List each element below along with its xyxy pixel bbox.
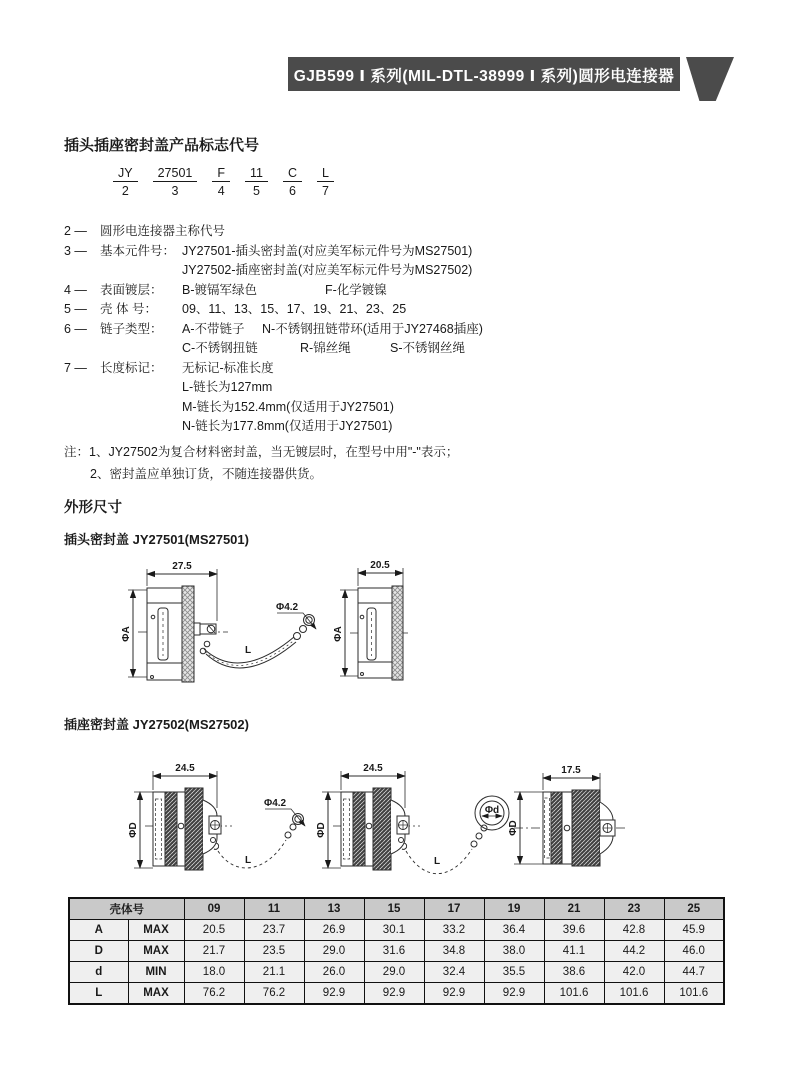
table-cell: 38.6 <box>544 962 604 983</box>
table-cell: 46.0 <box>664 941 724 962</box>
table-cell: 39.6 <box>544 920 604 941</box>
table-cell: 42.0 <box>604 962 664 983</box>
table-cell: 33.2 <box>424 920 484 941</box>
table-cell: 76.2 <box>184 983 244 1005</box>
table-cell: 76.2 <box>244 983 304 1005</box>
legend-label: 表面镀层： <box>100 282 163 297</box>
code-index: 6 <box>289 184 296 198</box>
table-cell: 23.5 <box>244 941 304 962</box>
code-part-shell <box>245 166 268 198</box>
table-row-A <box>69 920 724 941</box>
code-value: JY <box>113 166 138 182</box>
limit-cell: MIN <box>128 962 184 983</box>
dimension-table <box>68 897 725 1005</box>
table-cell: 26.9 <box>304 920 364 941</box>
code-part-basic <box>153 166 198 198</box>
table-cell: 21.7 <box>184 941 244 962</box>
legend-text: L-链长为127mm <box>182 380 273 394</box>
note-text: 2、密封盖应单独订货，不随连接器供货。 <box>90 467 322 481</box>
table-cell: 29.0 <box>364 962 424 983</box>
legend-text: JY27501-插头密封盖(对应美军标元件号为MS27501) <box>182 243 473 258</box>
table-cell: 31.6 <box>364 941 424 962</box>
legend-line-5 <box>64 299 406 317</box>
legend-text: N-链长为177.8mm(仅适用于JY27501) <box>182 419 393 433</box>
table-cell: 32.4 <box>424 962 484 983</box>
series-banner <box>288 57 748 103</box>
part-number-code <box>113 166 334 198</box>
header-cell: 23 <box>604 898 664 920</box>
table-cell: 92.9 <box>364 983 424 1005</box>
dia-label-a2: ΦA <box>333 626 344 642</box>
header-cell: 13 <box>304 898 364 920</box>
param-cell: A <box>69 920 128 941</box>
chain-length-label-mid: L <box>433 856 441 867</box>
legend-line-7c <box>64 397 394 415</box>
legend-num: 3 — <box>64 243 87 258</box>
dim-label-24-5-mid: 24.5 <box>363 763 383 774</box>
legend-line-7 <box>64 358 274 376</box>
table-cell: 18.0 <box>184 962 244 983</box>
legend-option: A-不带链子 <box>182 321 245 336</box>
legend-text: JY27502-插座密封盖(对应美军标元件号为MS27502) <box>182 263 473 277</box>
legend-label: 链子类型： <box>100 321 163 336</box>
limit-cell: MAX <box>128 920 184 941</box>
header-cell: 15 <box>364 898 424 920</box>
legend-line-3b <box>64 260 472 278</box>
note-text: 1、JY27502为复合材料密封盖，当无镀层时，在型号中用"-"表示； <box>89 445 459 459</box>
legend-num: 6 — <box>64 321 87 336</box>
legend-line-7b <box>64 377 272 395</box>
dia-label-d-right: ΦD <box>508 820 519 836</box>
banner-tail-ribbon <box>686 57 734 101</box>
dia-label-d-mid: ΦD <box>316 822 327 838</box>
param-cell: D <box>69 941 128 962</box>
banner-title: GJB599 Ⅰ 系列(MIL-DTL-38999 Ⅰ 系列)圆形电连接器 <box>288 62 680 91</box>
table-cell: 21.1 <box>244 962 304 983</box>
legend-num: 2 — <box>64 224 87 238</box>
legend-line-3 <box>64 241 472 259</box>
limit-cell: MAX <box>128 941 184 962</box>
table-cell: 101.6 <box>664 983 724 1005</box>
dim-label-20-5: 20.5 <box>370 560 390 571</box>
table-cell: 29.0 <box>304 941 364 962</box>
table-cell: 42.8 <box>604 920 664 941</box>
legend-text: 无标记-标准长度 <box>182 360 274 375</box>
legend-option: N-不锈钢扭链带环(适用于JY27468插座) <box>262 321 483 336</box>
table-cell: 45.9 <box>664 920 724 941</box>
legend-label: 基本元件号： <box>100 243 176 258</box>
outline-heading: 外形尺寸 <box>64 500 122 516</box>
legend-option: F-化学镀镍 <box>325 282 387 297</box>
legend-text: 圆形电连接器主称代号 <box>100 224 226 238</box>
notes-block <box>64 441 458 485</box>
table-cell: 44.7 <box>664 962 724 983</box>
code-value: 27501 <box>153 166 198 182</box>
param-cell: d <box>69 962 128 983</box>
table-cell: 101.6 <box>604 983 664 1005</box>
code-index: 2 <box>121 184 129 198</box>
receptacle-cover-drawing <box>120 750 650 898</box>
code-part-length <box>317 166 334 198</box>
legend-option: B-镀镉军绿色 <box>182 282 258 297</box>
code-index: 5 <box>253 184 260 198</box>
note-line-1 <box>64 441 458 463</box>
dim-label-24-5-left: 24.5 <box>175 763 195 774</box>
legend-option: S-不锈钢丝绳 <box>390 341 466 355</box>
header-cell: 21 <box>544 898 604 920</box>
receptacle-cover-caption: 插座密封盖 JY27502(MS27502) <box>64 717 249 732</box>
legend-line-7d <box>64 416 392 434</box>
table-header-row <box>69 898 724 920</box>
legend-option: R-锦丝绳 <box>300 341 351 355</box>
code-index: 4 <box>217 184 225 198</box>
table-cell: 101.6 <box>544 983 604 1005</box>
table-cell: 92.9 <box>304 983 364 1005</box>
code-value: C <box>283 166 302 182</box>
header-cell: 19 <box>484 898 544 920</box>
table-row-L <box>69 983 724 1005</box>
legend-line-6 <box>64 319 483 337</box>
code-part-plating <box>212 166 230 198</box>
code-value: F <box>212 166 230 182</box>
table-cell: 36.4 <box>484 920 544 941</box>
header-cell: 25 <box>664 898 724 920</box>
plug-cover-caption: 插头密封盖 JY27501(MS27501) <box>64 532 249 547</box>
note-line-2 <box>64 463 458 485</box>
legend-line-6b <box>64 338 465 356</box>
legend-label: 长度标记： <box>100 360 163 375</box>
code-part-chain <box>283 166 302 198</box>
table-row-d <box>69 962 724 983</box>
table-cell: 23.7 <box>244 920 304 941</box>
code-index: 3 <box>171 184 179 198</box>
code-value: 11 <box>245 166 268 182</box>
table-cell: 92.9 <box>424 983 484 1005</box>
legend-line-4 <box>64 280 387 298</box>
limit-cell: MAX <box>128 983 184 1005</box>
table-row-D <box>69 941 724 962</box>
note-prefix: 注： <box>64 445 90 459</box>
chain-length-label: L <box>244 645 252 656</box>
dim-label-17-5: 17.5 <box>561 765 581 776</box>
page-title: 插头插座密封盖产品标志代号 <box>64 137 260 154</box>
table-cell: 38.0 <box>484 941 544 962</box>
code-index: 7 <box>322 184 329 198</box>
legend-num: 5 — <box>64 302 87 316</box>
hole-dia-label: Φ4.2 <box>276 602 299 613</box>
header-cell: 11 <box>244 898 304 920</box>
legend-option: C-不锈钢扭链 <box>182 341 258 355</box>
header-cell: 09 <box>184 898 244 920</box>
dia-label-a: ΦA <box>121 626 132 642</box>
legend-text: M-链长为152.4mm(仅适用于JY27501) <box>182 399 394 414</box>
legend-line-2 <box>64 221 225 239</box>
code-part-jy <box>113 166 138 198</box>
hole-dia-label: Φ4.2 <box>264 798 287 809</box>
table-cell: 26.0 <box>304 962 364 983</box>
legend-text: 09、11、13、15、17、19、21、23、25 <box>182 302 407 316</box>
legend-num: 4 — <box>64 282 87 297</box>
table-cell: 92.9 <box>484 983 544 1005</box>
legend-num: 7 — <box>64 360 87 375</box>
table-cell: 34.8 <box>424 941 484 962</box>
table-cell: 41.1 <box>544 941 604 962</box>
table-cell: 35.5 <box>484 962 544 983</box>
chain-length-label-left: L <box>244 855 252 866</box>
code-value: L <box>317 166 334 182</box>
table-cell: 30.1 <box>364 920 424 941</box>
table-cell: 20.5 <box>184 920 244 941</box>
param-cell: L <box>69 983 128 1005</box>
legend-label: 壳 体 号： <box>100 302 157 316</box>
table-cell: 44.2 <box>604 941 664 962</box>
dia-label-d-left: ΦD <box>128 822 139 838</box>
header-cell-shell: 壳体号 <box>69 898 184 920</box>
dim-label-27-5: 27.5 <box>172 561 192 572</box>
ring-dia-label: Φd <box>484 805 500 816</box>
header-cell: 17 <box>424 898 484 920</box>
plug-cover-drawing <box>100 550 460 708</box>
